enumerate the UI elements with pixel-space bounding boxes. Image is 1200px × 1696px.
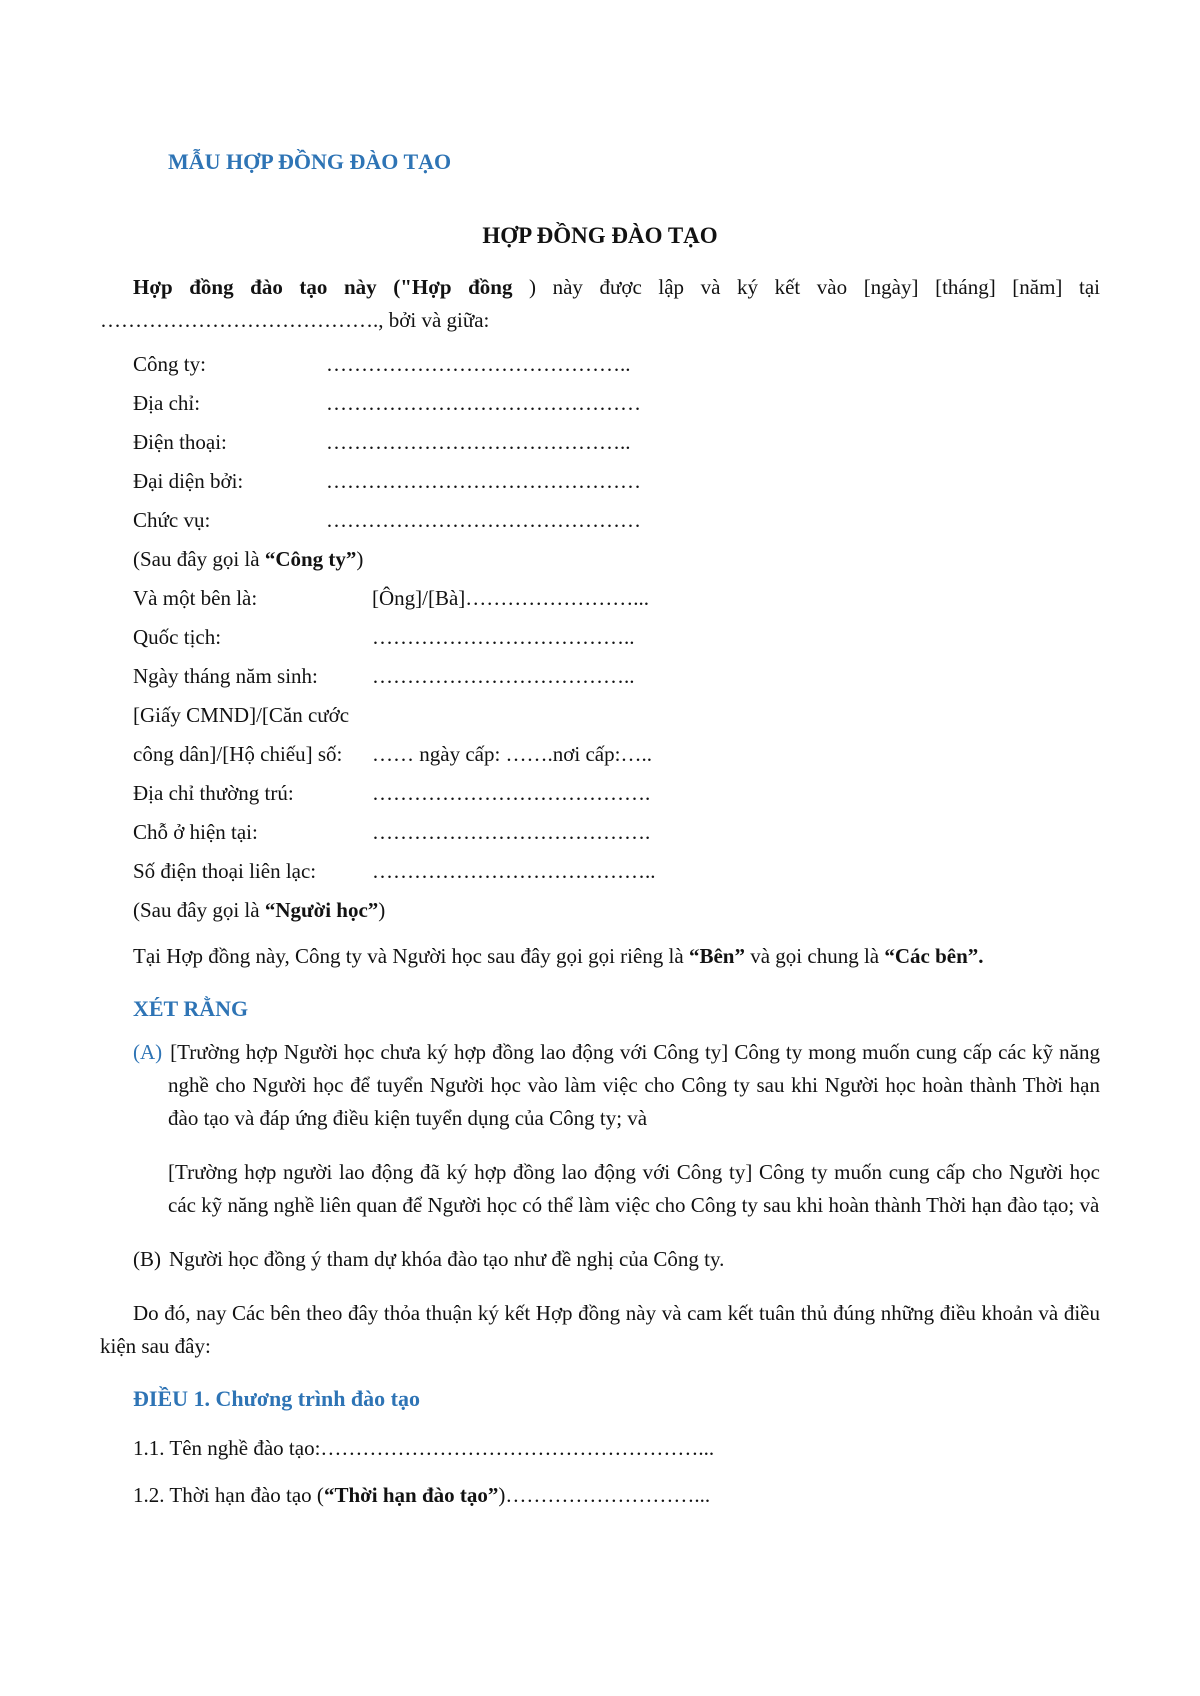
field-label-birthdate: Ngày tháng năm sinh: — [133, 664, 318, 688]
field-row-address — [100, 384, 1100, 423]
learner-fields-section — [100, 579, 1100, 930]
field-row-position — [100, 501, 1100, 540]
field-blank-birthdate: ……………………………….. — [372, 664, 635, 688]
field-row-permanent-address — [100, 774, 1100, 813]
field-row-nationality — [100, 618, 1100, 657]
field-row-representative — [100, 462, 1100, 501]
field-label-company: Công ty: — [133, 352, 206, 376]
field-row-birthdate — [100, 657, 1100, 696]
field-label-phone: Điện thoại: — [133, 430, 227, 454]
field-blank-id-card-line2: …… ngày cấp: …….nơi cấp:….. — [372, 742, 652, 766]
company-fields-section — [100, 345, 1100, 579]
field-row-other-party — [100, 579, 1100, 618]
field-blank-other-party: [Ông]/[Bà]……………………... — [372, 586, 650, 610]
field-label-current-address: Chỗ ở hiện tại: — [133, 820, 258, 844]
field-blank-nationality: ……………………………….. — [372, 625, 635, 649]
field-row-company — [100, 345, 1100, 384]
field-blank-address: ……………………………………… — [326, 391, 641, 415]
field-label-nationality: Quốc tịch: — [133, 625, 222, 649]
article-1-heading: ĐIỀU 1. Chương trình đào tạo — [133, 1386, 420, 1411]
field-blank-contact-phone: ………………………………….. — [372, 859, 656, 883]
intro-paragraph: Hợp đồng đào tạo này ("Hợp đồng ) này được lập và ký kết vào [ngày] [tháng] [năm] tại …………………………………., bởi và giữa: — [100, 275, 1100, 332]
learner-alias-note: (Sau đây gọi là “Người học”) — [133, 898, 386, 922]
field-blank-phone: …………………………………….. — [326, 430, 631, 454]
field-label-contact-phone: Số điện thoại liên lạc: — [133, 859, 317, 883]
field-label-id-card-line1: [Giấy CMND]/[Căn cước — [133, 703, 350, 727]
article-1-item-1: 1.1. Tên nghề đào tạo:………………………………………………... — [133, 1436, 715, 1460]
field-blank-current-address: …………………………………. — [372, 820, 651, 844]
parties-definition-paragraph: Tại Hợp đồng này, Công ty và Người học sau đây gọi gọi riêng là “Bên” và gọi chung là “Các bên”. — [133, 944, 984, 968]
field-blank-company: …………………………………….. — [326, 352, 631, 376]
field-row-id-card-line1 — [100, 696, 1100, 735]
field-label-representative: Đại diện bởi: — [133, 469, 244, 493]
field-label-id-card-line2: công dân]/[Hộ chiếu] số: — [133, 742, 343, 766]
field-label-permanent-address: Địa chỉ thường trú: — [133, 781, 294, 805]
field-row-current-address — [100, 813, 1100, 852]
field-row-id-card-line2 — [100, 735, 1100, 774]
article-1-item-2: 1.2. Thời hạn đào tạo (“Thời hạn đào tạo”)………………………... — [133, 1483, 711, 1507]
recital-b-text: Người học đồng ý tham dự khóa đào tạo như đề nghị của Công ty. — [169, 1247, 725, 1271]
recital-a-marker: (A) — [133, 1040, 163, 1064]
field-blank-id-card-line1 — [366, 696, 372, 735]
field-row-contact-phone — [100, 852, 1100, 891]
contract-title: HỢP ĐỒNG ĐÀO TẠO — [482, 223, 718, 248]
field-blank-position: ……………………………………… — [326, 508, 641, 532]
recital-a-second-paragraph: [Trường hợp người lao động đã ký hợp đồng lao động với Công ty] Công ty muốn cung cấp cho Người học các kỹ năng nghề liên quan để Người học có thể làm việc cho Công ty sau khi hoàn thành Thời hạn đào tạo; và — [168, 1160, 1100, 1217]
recitals-heading: XÉT RẰNG — [133, 996, 249, 1021]
recital-b-paragraph — [100, 1243, 1100, 1276]
recital-a-text: [Trường hợp Người học chưa ký hợp đồng lao động với Công ty] Công ty mong muốn cung cấp các kỹ năng nghề cho Người học để tuyển Người học vào làm việc cho Công ty sau khi Người học hoàn thành Thời hạn đào tạo và đáp ứng điều kiện tuyển dụng của Công ty; và — [168, 1040, 1100, 1130]
recital-a-paragraph — [100, 1036, 1100, 1135]
field-blank-permanent-address: …………………………………. — [372, 781, 651, 805]
field-label-position: Chức vụ: — [133, 508, 211, 532]
field-row-phone — [100, 423, 1100, 462]
field-blank-representative: ……………………………………… — [326, 469, 641, 493]
recital-b-marker: (B) — [133, 1247, 161, 1271]
closing-agreement-paragraph: Do đó, nay Các bên theo đây thỏa thuận ký kết Hợp đồng này và cam kết tuân thủ đúng những điều khoản và điều kiện sau đây: — [100, 1301, 1100, 1358]
field-label-other-party: Và một bên là: — [133, 586, 258, 610]
document-type-label: MẪU HỢP ĐỒNG ĐÀO TẠO — [168, 149, 452, 174]
field-label-address: Địa chỉ: — [133, 391, 201, 415]
company-alias-note: (Sau đây gọi là “Công ty”) — [133, 547, 364, 571]
